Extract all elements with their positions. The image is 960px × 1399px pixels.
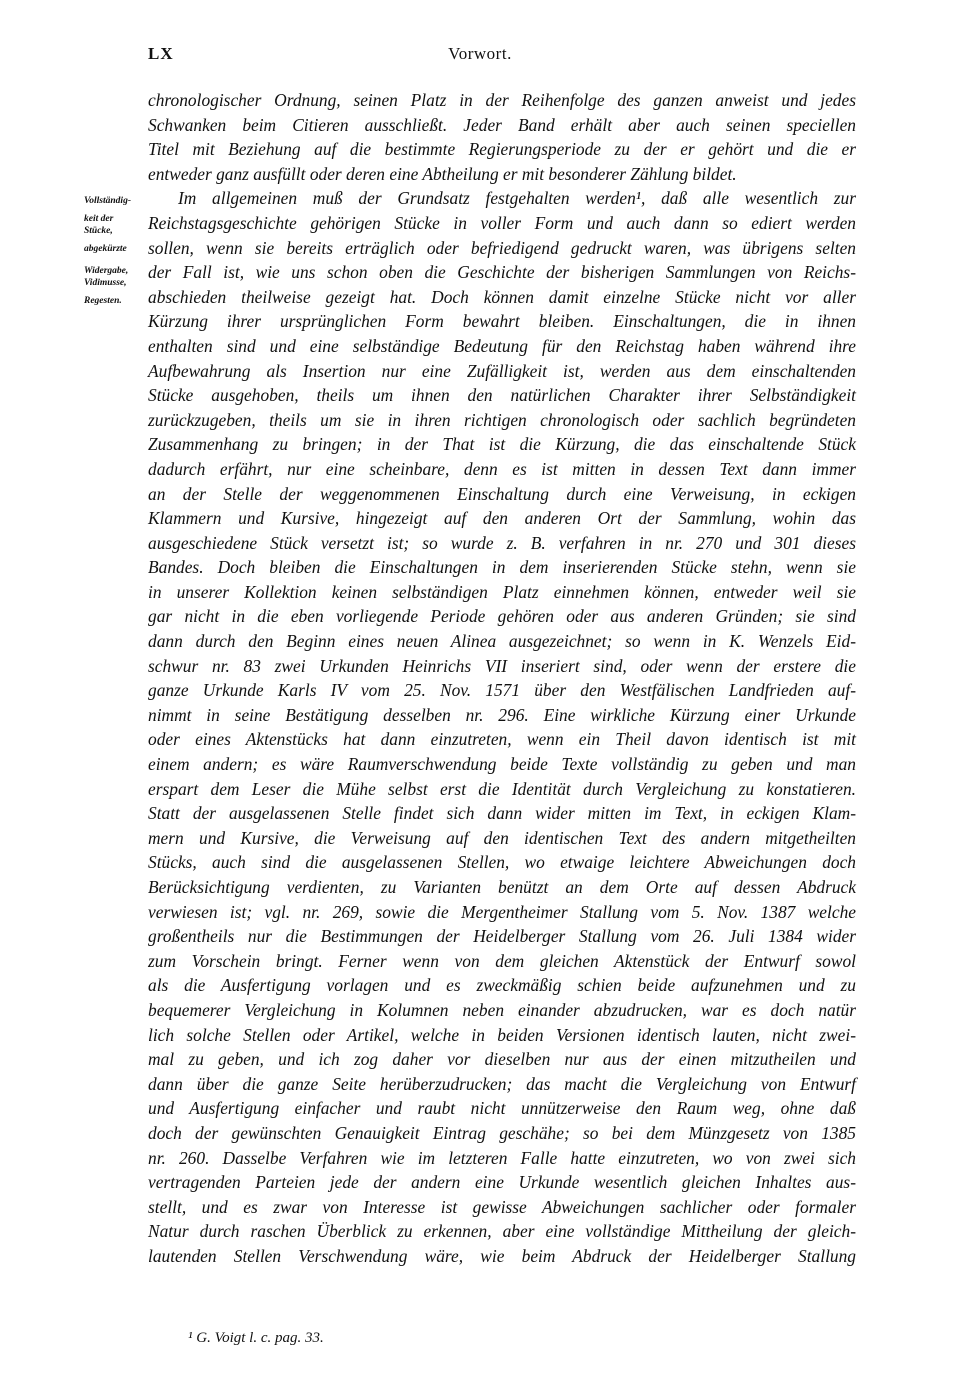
text-line: Bandes. Doch bleiben die Einschaltungen in dem inserierenden Stücke stehn, wenn sie — [148, 557, 856, 578]
margin-note-line: Widergabe, — [84, 266, 129, 276]
text-line: Im allgemeinen muß der Grundsatz festgehalten werden¹, daß alle wesentlich zur — [178, 188, 856, 209]
text-line: stellt, und es zwar von Interesse ist gewisse Abweichungen sachlicher oder formaler — [148, 1196, 856, 1217]
text-line: sollen, wenn sie bereits erträglich oder befriedigend gedruckt waren, was übrigens selten — [148, 237, 856, 258]
text-line: der Fall ist, wie uns schon oben die Geschichte der bisherigen Sammlungen von Reichs- — [148, 262, 856, 283]
text-line: Reichstagsgeschichte gehörigen Stücke in voller Form und auch dann so ediert werden — [148, 212, 856, 233]
text-line: chronologischer Ordnung, seinen Platz in der Reihenfolge des ganzen anweist und jedes — [148, 90, 856, 110]
text-line: ganze Urkunde Karls IV vom 25. Nov. 1571 über den Westfälischen Landfrieden auf- — [148, 680, 856, 701]
text-line: mal zu geben, und ich zog daher vor dieselben nur aus der einen mitzutheilen und — [148, 1049, 856, 1070]
text-line: erspart dem Leser die Mühe selbst erst die Identität durch Vergleichung zu konstatieren. — [148, 778, 856, 799]
text-line: bequemerer Vergleichung in Kolumnen neben einander abzudrucken, war es doch natür — [148, 999, 856, 1020]
margin-note-line: Vidimusse, — [84, 278, 127, 288]
text-line: als die Ausfertigung vorlagen und es zweckmäßig schien beide aufzunehmen und zu — [148, 975, 856, 996]
text-line: Zusammenhang zu bringen; in der That ist die Kürzung, die das einschaltende Stück — [148, 434, 856, 455]
text-line: vertragenden Parteien jede der andern eine Urkunde wesentlich gleichen Inhaltes aus- — [148, 1172, 856, 1193]
text-line: Natur durch raschen Überblick zu erkennen, aber eine vollständige Mittheilung der gleich- — [148, 1221, 856, 1242]
text-line: dann über die ganze Seite herüberzudrucken; das macht die Vergleichung von Entwurf — [148, 1073, 856, 1094]
text-line: Klammern und Kursive, hingezeigt auf den anderen Ort der Sammlung, wohin das — [148, 508, 856, 529]
text-line: in unserer Kollektion keinen selbständigen Platz einnehmen können, entweder weil sie — [148, 581, 856, 602]
text-line: Berücksichtigung verdienten, zu Varianten benützt an dem Orte auf dessen Abdruck — [148, 877, 856, 897]
text-line: lautenden Stellen Verschwendung wäre, wie beim Abdruck der Heidelberger Stallung — [148, 1245, 856, 1266]
text-line: nimmt in seine Bestätigung desselben nr. 296. Eine wirkliche Kürzung einer Urkunde — [148, 704, 856, 725]
text-line: abschieden theilweise gezeigt hat. Doch können damit einzelne Stücke nicht vor aller — [148, 286, 856, 307]
text-line: Aufbewahrung als Insertion nur eine Zufälligkeit ist, werden aus dem einschaltenden — [148, 360, 856, 381]
margin-note-line: Stücke, — [84, 226, 113, 236]
text-line: an der Stelle der weggenommenen Einschaltung durch eine Verweisung, in eckigen — [148, 483, 856, 504]
text-line: dann durch den Beginn eines neuen Alinea ausgezeichnet; so wenn in K. Wenzels Eid- — [148, 631, 856, 652]
text-line: ausgeschiedene Stück versetzt ist; so wurde z. B. verfahren in nr. 270 und 301 dieses — [148, 532, 856, 553]
text-line: Kürzung ihrer ursprünglichen Form bewahrt bleiben. Einschaltungen, die in ihnen — [148, 311, 856, 332]
page-header — [0, 44, 960, 74]
text-line: und Ausfertigung einfacher und raubt nicht unnützerweise den Raum weg, ohne daß — [148, 1098, 856, 1119]
margin-note-line: abgekürzte — [84, 244, 127, 254]
text-line: Titel mit Beziehung auf die bestimmte Regierungsperiode zu der er gehört und die er — [148, 139, 856, 160]
text-line: zum Vorschein bringt. Ferner wenn von dem gleichen Aktenstück der Entwurf sowol — [148, 950, 856, 971]
running-head: Vorwort. — [448, 44, 512, 63]
margin-note-line: Vollständig- — [84, 196, 131, 206]
text-line: Statt der ausgelassenen Stelle findet sich dann wider mitten im Text, in eckigen Klam- — [148, 803, 856, 824]
text-line: großentheils nur die Bestimmungen der Heidelberger Stallung vom 26. Juli 1384 wider — [148, 926, 856, 947]
text-line: oder eines Aktenstücks hat dann einzutreten, wenn ein Theil davon identisch ist mit — [148, 729, 856, 750]
page-number: LX — [148, 44, 174, 63]
text-line: doch der gewünschten Genauigkeit Eintrag geschähe; so bei dem Münzgesetz von 1385 — [148, 1122, 856, 1143]
text-line: zurückzugeben, theils um sie in ihren richtigen chronologisch oder sachlich begründeten — [148, 409, 856, 430]
text-line: enthalten sind und eine selbständige Bedeutung für den Reichstag haben während ihre — [148, 335, 856, 356]
text-line: nr. 260. Dasselbe Verfahren wie im letzteren Falle hatte einzutreten, wo von zwei sich — [148, 1147, 856, 1168]
margin-note-line: keit der — [84, 214, 114, 224]
text-line: gar nicht in die eben vorliegende Periode gehören oder aus anderen Gründen; sie sind — [148, 606, 856, 627]
text-line: entweder ganz ausfüllt oder deren eine Abtheilung er mit besonderer Zählung bildet. — [148, 163, 737, 184]
text-line: lich solche Stellen oder Artikel, welche in beiden Versionen identisch lauten, nicht zwei- — [148, 1024, 856, 1045]
text-line: Stücks, auch sind die ausgelassenen Stellen, wo etwaige leichtere Abweichungen doch — [148, 852, 856, 873]
text-line: Schwanken beim Citieren ausschließt. Jeder Band erhält aber auch seinen speciellen — [148, 114, 856, 135]
body-text — [148, 88, 856, 1269]
text-line: dadurch erfährt, nur eine scheinbare, denn es ist mitten in dessen Text dann immer — [148, 458, 856, 479]
text-line: verwiesen ist; vgl. nr. 269, sowie die Mergentheimer Stallung vom 5. Nov. 1387 welche — [148, 901, 856, 922]
text-line: mern und Kursive, die Verweisung auf den identischen Text des andern mitgetheilten — [148, 827, 856, 848]
text-line: einem andern; es wäre Raumverschwendung beide Texte vollständig zu geben und man — [148, 754, 856, 775]
text-line: Stücke ausgehoben, theils um ihnen den natürlichen Charakter ihrer Selbständigkeit — [148, 385, 856, 406]
text-line: schwur nr. 83 zwei Urkunden Heinrichs VII inseriert sind, oder wenn der erstere die — [148, 655, 856, 676]
footnote: ¹ G. Voigt l. c. pag. 33. — [188, 1330, 324, 1346]
margin-note-line: Regesten. — [84, 296, 122, 306]
